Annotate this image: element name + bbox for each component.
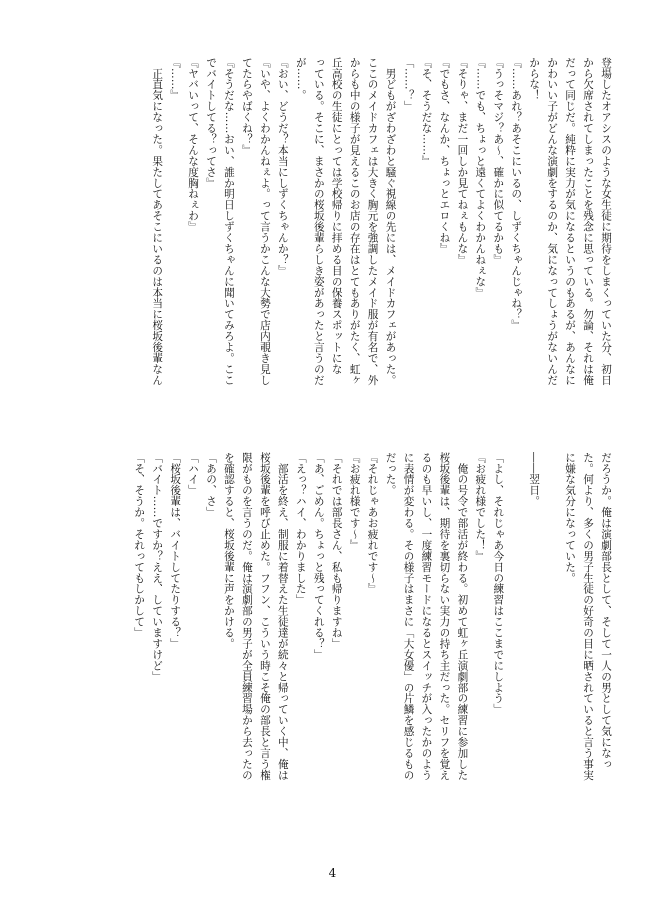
page-number: 4 (328, 866, 337, 880)
text-line: からも中の様子が見えるこのお店の存在はとてもありがたく、虹ヶ (348, 57, 361, 386)
text-line: 『……』 (169, 57, 182, 101)
text-line: を確認すると、桜坂後輩に声をかける。 (222, 452, 235, 650)
text-line: 「よし、それじゃあ今日の練習はここまでにしよう」 (492, 452, 505, 715)
text-line: てたらやばくね？』 (240, 57, 253, 156)
text-line: ここのメイドカフェは大きく胸元を強調したメイド服が有名で、外 (366, 57, 379, 386)
text-line: 『それじゃあお疲れです～』 (366, 452, 379, 595)
text-line: 登場したオアシスのような女生徒に期待をしまくっていた分、初日 (600, 57, 612, 386)
text-line: だった。 (384, 452, 397, 496)
text-line: に表情が変わる。その様子はまさに「大女優」の片鱗を感じるもの (402, 452, 415, 781)
text-line: 「桜坂後輩は、バイトしてたりする？」 (169, 452, 182, 650)
text-line: 「えっ？ハイ、わかりました」 (294, 452, 307, 606)
text-line: 『そりゃ、まだ一回しか見てねぇもんな』 (456, 57, 469, 266)
text-line: に嫌な気分になっていた。 (564, 452, 577, 584)
text-line: 『おい、どうだ？本当にしずくちゃんか？』 (276, 57, 289, 276)
lower-text-column (80, 452, 614, 822)
text-line: 部活を終え、制服に着替えた生徒達が続々と帰っていく中、俺は (276, 452, 289, 781)
text-line: 『そうだな……おい、誰か明日しずくちゃんに聞いてみろよ。ここ (222, 57, 235, 386)
text-line: でバイトしてる？ってさ』 (205, 57, 218, 189)
text-line: かわいい子がどんな演劇をするのか、気になってしょうがないんだ (546, 57, 559, 386)
text-line: 『お疲れ様です～』 (348, 452, 361, 551)
text-line: 『お疲れ様でした！』 (474, 452, 487, 562)
text-line: からな！ (528, 57, 541, 101)
text-line: 丘高校の生徒にとっては学校帰りに拝める目の保養スポットにな (330, 57, 343, 375)
text-line: た。何より、多くの男子生徒の好奇の目に晒されていると言う事実 (582, 452, 595, 781)
text-line: 『いや、よくわかんねぇよ。って言うかこんな大勢で店内覗き見し (258, 57, 271, 386)
text-line (506, 452, 524, 822)
text-line: 『でもさ、なんか、ちょっとエロくね』 (438, 57, 451, 255)
text-line: 限がものを言うのだ。俺は演劇部の男子が全員練習場から去ったの (240, 452, 253, 781)
text-line: 『うっそマジ？あ～、確かに似てるかも』 (492, 57, 505, 266)
text-line: だろうか。俺は演劇部長として、そして一人の男として気になっ (600, 452, 612, 770)
text-line: 桜坂後輩は、期待を裏切らない実力の持ち主だった。セリフを覚え (438, 452, 451, 781)
text-line: 正直気になった。果たしてあそこにいるのは本当に桜坂後輩なん (151, 57, 164, 386)
text-line: 男どもがざわざわと騒ぐ視線の先には、メイドカフェがあった。 (384, 57, 397, 386)
text-line: 「それでは部長さん、私も帰りますね」 (330, 452, 343, 650)
text-line: っている。そこに、まさかの桜坂後輩らしき姿があったと言うのだ (312, 57, 325, 386)
text-line: 「ハイ」 (187, 452, 200, 496)
text-line: 『……でも、ちょっと遠くてよくわかんねぇな』 (474, 57, 487, 298)
text-line: だって同じだ。純粋に実力が気になるというのもあるが、あんなに (564, 57, 577, 386)
text-line: 「あ、ごめん。ちょっと残ってくれる？」 (312, 452, 325, 661)
text-line: 「……？」 (402, 57, 415, 112)
text-line: 「バイト……ですか？ええ、していますけど」 (151, 452, 164, 682)
text-line (542, 452, 560, 822)
text-line: るのも早いし、一度練習モードになるとスイッチが入ったかのよう (420, 452, 433, 781)
text-line: 『……あれ？あそこにいるの、しずくちゃんじゃね？』 (510, 57, 523, 331)
text-line: 「あの、さ」 (205, 452, 218, 518)
upper-text-column (74, 57, 614, 417)
text-line: 「そ、そうか。それってもしかして」 (133, 452, 146, 639)
text-line: 『そ、そうだな……』 (420, 57, 433, 167)
text-line: が……。 (294, 57, 307, 101)
text-line: 桜坂後輩を呼び止めた。フフン、こういう時こそ俺の部長と言う権 (258, 452, 271, 781)
text-line: 俺の号令で部活が終わる。初めて虹ヶ丘演劇部の練習に参加した (456, 452, 469, 781)
text-line: から欠席されてしまったことを残念に思っている。勿論、それは俺 (582, 57, 595, 386)
text-line: ――翌日。 (528, 452, 541, 507)
text-line: 『ヤバいって、そんな度胸ねぇわ』 (187, 57, 200, 233)
